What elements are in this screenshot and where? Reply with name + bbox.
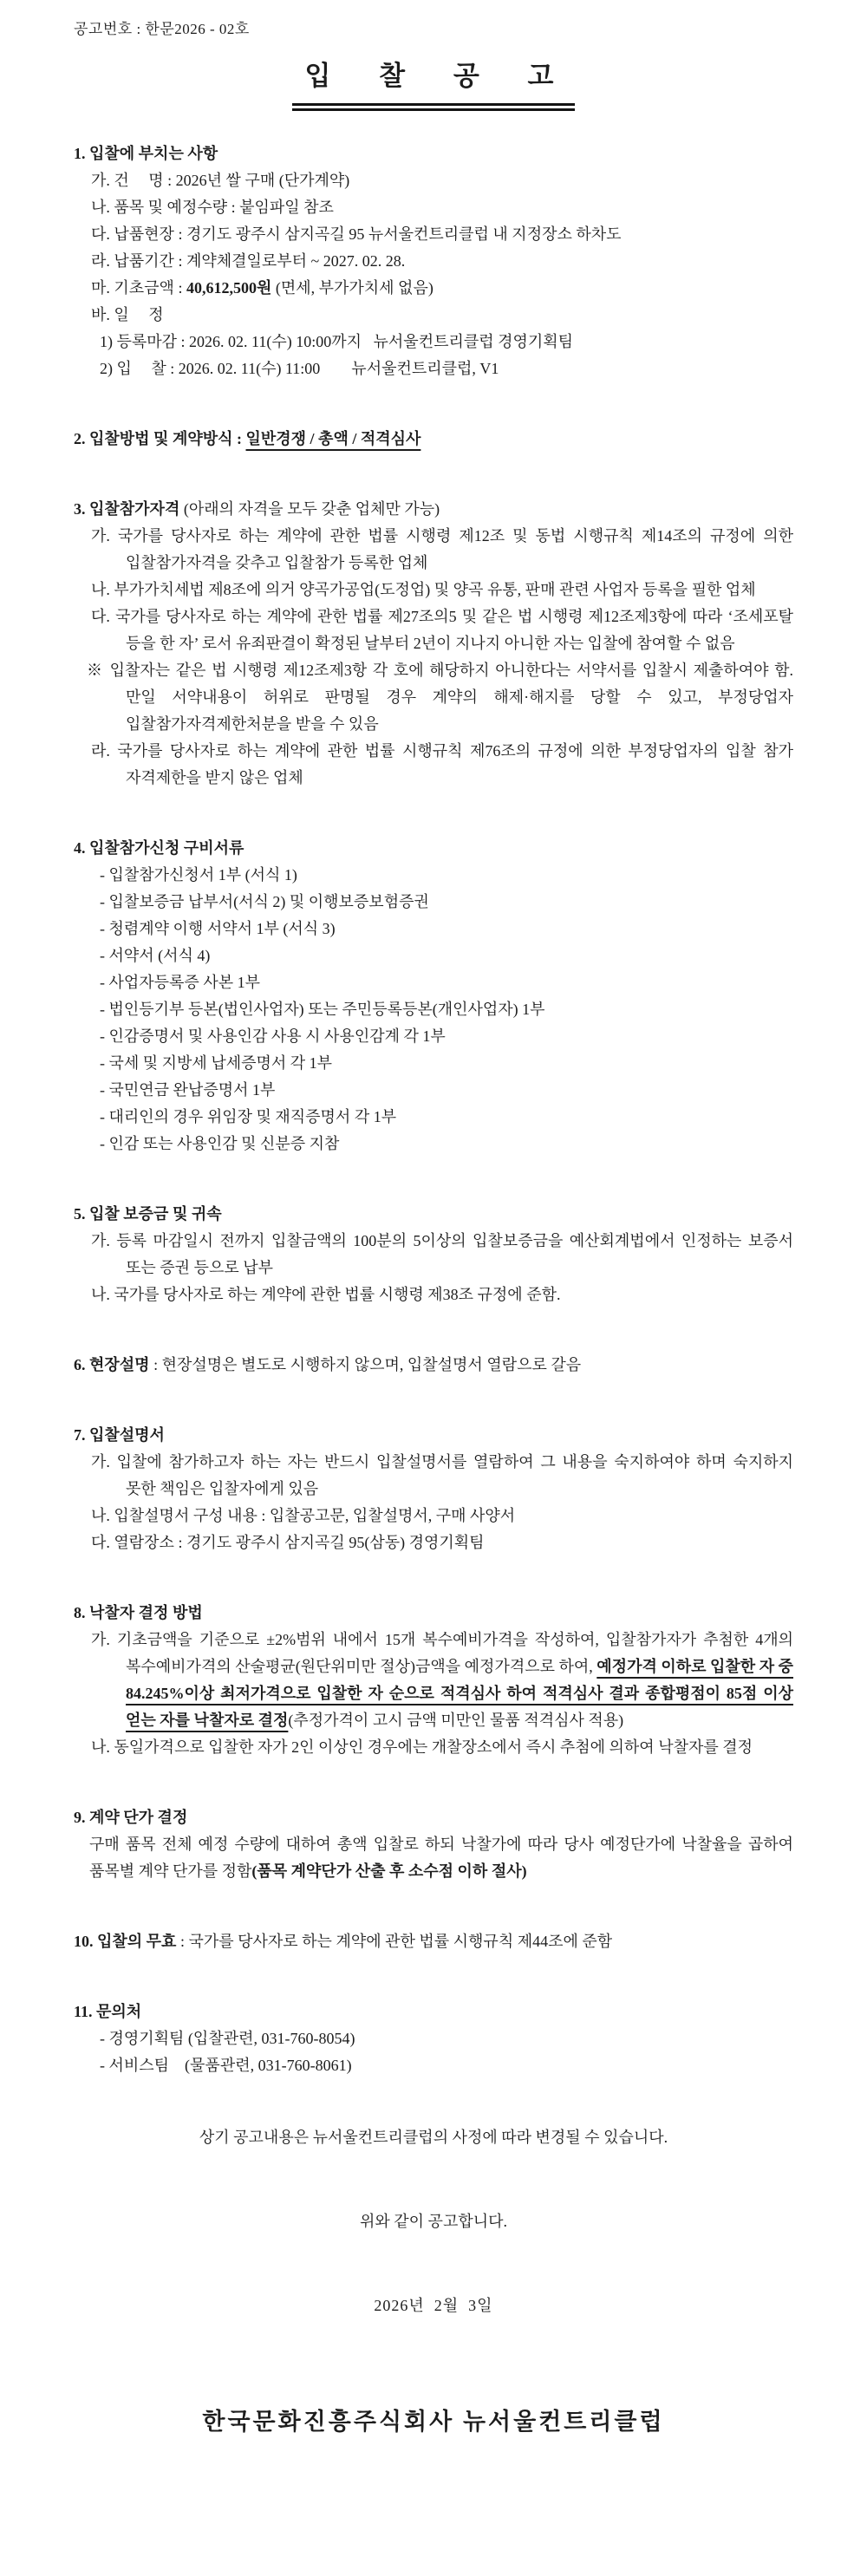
closing-statement: 위와 같이 공고합니다. xyxy=(360,2213,507,2230)
item-project-name: 가. 건 명 : 2026년 쌀 구매 (단가계약) xyxy=(91,172,350,189)
contact-item: - 경영기획팀 (입찰관련, 031-760-8054) xyxy=(100,2030,355,2047)
section-bid-overview xyxy=(74,140,793,382)
unit-price-text: 구매 품목 전체 예정 수량에 대하여 총액 입찰로 하되 낙찰가에 따라 당사 예정단가에 낙찰율을 곱하여 품목별 계약 단가를 정함 xyxy=(89,1836,793,1880)
section-7-heading: 7. 입찰설명서 xyxy=(74,1426,165,1444)
eligibility-pledge-note: ※ 입찰자는 같은 법 시행령 제12조제3항 각 호에 해당하지 아니한다는 서약서를 입찰시 제출하여야 함. 만일 서약내용이 허위로 판명될 경우 계약의 해제·해지를 당할 수 있고, 부정당업자 입찰참가자격제한처분을 받을 수 있음 xyxy=(87,662,793,733)
section-unit-price xyxy=(74,1804,793,1885)
item-schedule-label: 바. 일 정 xyxy=(91,306,164,323)
section-bid-manual xyxy=(74,1422,793,1556)
change-notice: 상기 공고내용은 뉴서울컨트리클럽의 사정에 따라 변경될 수 있습니다. xyxy=(199,2129,668,2146)
base-amount-value: 40,612,500원 xyxy=(186,279,272,297)
site-briefing-text: : 현장설명은 별도로 시행하지 않으며, 입찰설명서 열람으로 갈음 xyxy=(149,1356,582,1373)
award-a-tail: (추정가격이 고시 금액 미만인 물품 적격심사 적용) xyxy=(288,1712,624,1729)
section-9-heading: 9. 계약 단가 결정 xyxy=(74,1809,188,1826)
doc-number: 공고번호 : 한문2026 - 02호 xyxy=(74,21,250,37)
required-doc-item: - 인감 또는 사용인감 및 신분증 지참 xyxy=(100,1135,340,1152)
item-delivery-site: 다. 납품현장 : 경기도 광주시 삼지곡길 95 뉴서울컨트리클럽 내 지정장소 하차도 xyxy=(91,225,622,243)
issuing-company: 한국문화진흥주식회사 뉴서울컨트리클럽 xyxy=(202,2409,665,2435)
bid-method-value: 일반경쟁 / 총액 / 적격심사 xyxy=(245,430,421,447)
section-6-heading xyxy=(74,1352,793,1379)
award-item-b: 나. 동일가격으로 입찰한 자가 2인 이상인 경우에는 개찰장소에서 즉시 추첨에 의하여 낙찰자를 결정 xyxy=(91,1738,753,1756)
unit-price-body xyxy=(74,1831,793,1885)
eligibility-heading: 3. 입찰참가자격 xyxy=(74,500,180,518)
section-4-heading: 4. 입찰참가신청 구비서류 xyxy=(74,839,244,857)
required-doc-item: - 사업자등록증 사본 1부 xyxy=(100,974,260,991)
required-doc-item: - 서약서 (서식 4) xyxy=(100,947,211,964)
item-registration-deadline: 1) 등록마감 : 2026. 02. 11(수) 10:00까지 뉴서울컨트리클럽 경영기획팀 xyxy=(100,333,574,350)
required-doc-item: - 대리인의 경우 위임장 및 재직증명서 각 1부 xyxy=(100,1108,397,1125)
required-doc-item: - 법인등기부 등본(법인사업자) 또는 주민등록등본(개인사업자) 1부 xyxy=(100,1001,545,1018)
item-bid-datetime: 2) 입 찰 : 2026. 02. 11(수) 11:00 뉴서울컨트리클럽, V1 xyxy=(100,360,499,377)
section-11-heading: 11. 문의처 xyxy=(74,2003,142,2020)
required-doc-item: - 청렴계약 이행 서약서 1부 (서식 3) xyxy=(100,920,336,937)
required-doc-item: - 입찰참가신청서 1부 (서식 1) xyxy=(100,866,297,884)
manual-item-c: 다. 열람장소 : 경기도 광주시 삼지곡길 95(삼동) 경영기획팀 xyxy=(91,1534,485,1551)
section-eligibility xyxy=(74,496,793,792)
invalidity-text: : 국가를 당사자로 하는 계약에 관한 법률 시행규칙 제44조에 준함 xyxy=(176,1933,613,1950)
item-base-amount xyxy=(74,275,793,302)
section-award-method xyxy=(74,1600,793,1761)
required-doc-item: - 입찰보증금 납부서(서식 2) 및 이행보증보험증권 xyxy=(100,893,429,910)
section-5-heading: 5. 입찰 보증금 및 귀속 xyxy=(74,1205,222,1223)
base-amount-note: (면세, 부가가치세 없음) xyxy=(271,279,434,297)
section-2-heading xyxy=(74,426,793,453)
bid-method-label: 2. 입찰방법 및 계약방식 : xyxy=(74,430,246,447)
section-bid-invalidity xyxy=(74,1928,793,1955)
section-required-documents xyxy=(74,835,793,1158)
section-1-heading: 1. 입찰에 부치는 사항 xyxy=(74,145,218,162)
invalidity-label: 10. 입찰의 무효 xyxy=(74,1933,177,1950)
eligibility-item-c: 다. 국가를 당사자로 하는 계약에 관한 법률 제27조의5 및 같은 법 시행령 제12조제3항에 따라 ‘조세포탈 등을 한 자’ 로서 유죄판결이 확정된 날부터 2년이 지나지 아니한 자는 입찰에 참여할 수 없음 xyxy=(91,608,793,652)
required-doc-item: - 국세 및 지방세 납세증명서 각 1부 xyxy=(100,1054,333,1072)
item-delivery-period: 라. 납품기간 : 계약체결일로부터 ~ 2027. 02. 28. xyxy=(91,252,406,270)
eligibility-heading-note: (아래의 자격을 모두 갖춘 업체만 가능) xyxy=(179,500,440,518)
award-item-a xyxy=(74,1627,793,1734)
site-briefing-label: 6. 현장설명 xyxy=(74,1356,150,1373)
contact-item: - 서비스팀 (물품관련, 031-760-8061) xyxy=(100,2057,352,2074)
required-doc-item: - 국민연금 완납증명서 1부 xyxy=(100,1081,276,1099)
manual-item-a: 가. 입찰에 참가하고자 하는 자는 반드시 입찰설명서를 열람하여 그 내용을 숙지하여야 하며 숙지하지 못한 책임은 입찰자에게 있음 xyxy=(91,1453,793,1497)
section-contacts xyxy=(74,1999,793,2079)
page-title: 입 찰 공 고 xyxy=(292,59,574,111)
required-doc-item: - 인감증명서 및 사용인감 사용 시 사용인감계 각 1부 xyxy=(100,1027,446,1045)
section-site-briefing xyxy=(74,1352,793,1379)
manual-item-b: 나. 입찰설명서 구성 내용 : 입찰공고문, 입찰설명서, 구매 사양서 xyxy=(91,1507,516,1524)
unit-price-note: (품목 계약단가 산출 후 소수점 이하 절사) xyxy=(251,1862,527,1880)
award-a-lead: 가. 기초금액을 기준으로 ±2%범위 내에서 15개 복수예비가격을 작성하여, 입찰참가자가 추첨한 4개의 복수예비가격의 산술평균(원단위미만 절상)금액을 예정가격으로 하여, xyxy=(91,1631,793,1675)
base-amount-label: 마. 기초금액 : xyxy=(91,279,186,297)
item-products-quantity: 나. 품목 및 예정수량 : 붙임파일 참조 xyxy=(91,199,334,216)
section-8-heading: 8. 낙찰자 결정 방법 xyxy=(74,1604,203,1621)
title-block xyxy=(74,59,793,111)
deposit-item-a: 가. 등록 마감일시 전까지 입찰금액의 100분의 5이상의 입찰보증금을 예산회계법에서 인정하는 보증서 또는 증권 등으로 납부 xyxy=(91,1232,793,1276)
section-3-heading xyxy=(74,496,793,523)
section-bid-deposit xyxy=(74,1201,793,1308)
award-a-emphasis: 예정가격 이하로 입찰한 자 중 84.245%이상 최저가격으로 입찰한 자 순으로 적격심사 하여 적격심사 결과 종합평점이 85점 이상 얻는 자를 낙찰자로 결정 xyxy=(126,1658,793,1729)
eligibility-item-d: 라. 국가를 당사자로 하는 계약에 관한 법률 시행규칙 제76조의 규정에 의한 부정당업자의 입찰 참가 자격제한을 받지 않은 업체 xyxy=(91,742,793,786)
deposit-item-b: 나. 국가를 당사자로 하는 계약에 관한 법률 시행령 제38조 규정에 준함. xyxy=(91,1286,561,1303)
section-bid-method xyxy=(74,426,793,453)
eligibility-item-b: 나. 부가가치세법 제8조에 의거 양곡가공업(도정업) 및 양곡 유통, 판매 관련 사업자 등록을 필한 업체 xyxy=(91,581,756,598)
announcement-date: 2026년 2월 3일 xyxy=(374,2297,493,2314)
eligibility-item-a: 가. 국가를 당사자로 하는 계약에 관한 법률 시행령 제12조 및 동법 시행규칙 제14조의 규정에 의한 입찰참가자격을 갖추고 입찰참가 등록한 업체 xyxy=(91,527,793,571)
section-10-heading xyxy=(74,1928,793,1955)
